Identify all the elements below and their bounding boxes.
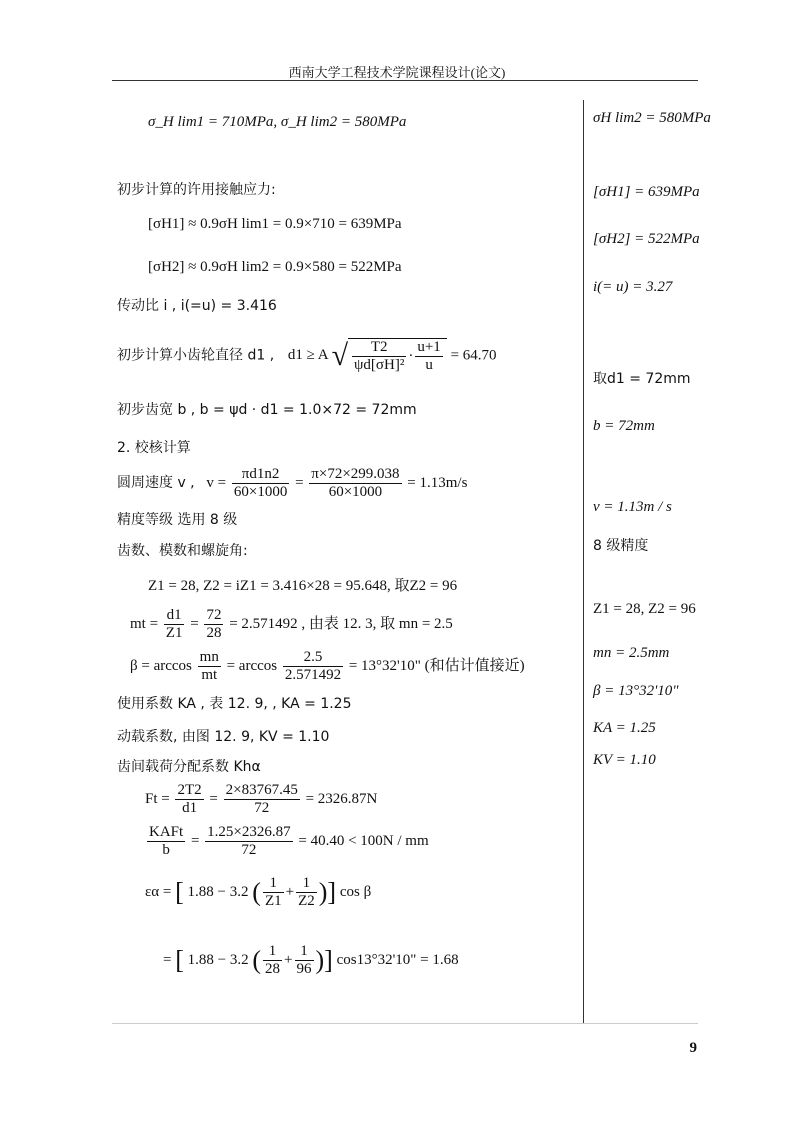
beta-lhs: β = arccos <box>130 657 192 674</box>
allowable-stress-2: [σH2] ≈ 0.9σH lim2 = 0.9×580 = 522MPa <box>148 259 402 275</box>
paren-left-2: ( <box>252 945 262 975</box>
d1-formula <box>117 338 497 374</box>
side-z: Z1 = 28, Z2 = 96 <box>593 601 696 617</box>
beta-formula <box>130 649 525 684</box>
beta-f1-den: mt <box>201 667 218 683</box>
bracket-left-2: [ <box>175 945 184 975</box>
ft-f1-num: 2T2 <box>177 782 202 798</box>
v-lhs: v = <box>206 474 227 491</box>
eps2-f2-num: 1 <box>295 943 314 961</box>
bracket-right-2: ] <box>324 945 333 975</box>
header-rule <box>112 80 698 81</box>
paren-right: ) <box>318 877 328 907</box>
kaft-formula: $\frac{\text{KAFt}}{b}$ = $\frac{1.25\times 2326.87}{72}$ = 40.40 < 100N / mm <box>149 824 429 858</box>
side-beta: β = 13°32'10" <box>593 683 679 699</box>
v-rhs: = 1.13m/s <box>407 474 468 491</box>
side-b: b = 72mm <box>593 418 655 434</box>
bracket-left: [ <box>175 877 184 907</box>
precision-line: 精度等级 选用 8 级 <box>117 512 238 528</box>
ft-f1-den: d1 <box>182 800 198 816</box>
eps2-f2-den: 96 <box>296 961 312 977</box>
eps2-cos: cos13°32'10" = 1.68 <box>336 951 459 968</box>
beta-f1-num: mn <box>199 649 219 665</box>
v-f2-num: π×72×299.038 <box>311 466 400 482</box>
column-divider <box>583 100 584 1023</box>
d1-lhs: d1 ≥ A <box>287 347 328 364</box>
eps2-lhs: = <box>163 951 172 968</box>
mt-f2-num: 72 <box>206 607 222 623</box>
d1-frac-num: u+1 <box>417 339 441 355</box>
footer-rule <box>112 1023 698 1024</box>
side-precision: 8 级精度 <box>593 538 649 554</box>
eps-f1-num: 1 <box>263 875 284 893</box>
ratio-line: 传动比 i , i(=u) = 3.416 <box>117 298 277 314</box>
eps-plus: + <box>285 883 295 900</box>
kaft-f1-num: KAFt <box>149 824 184 840</box>
d1-label: 初步计算小齿轮直径 d1 , <box>117 347 275 364</box>
beta-f2-num: 2.5 <box>283 649 343 667</box>
d1-den: ψd[σH]² <box>354 357 405 373</box>
ft-formula: Ft = $\frac{2T2}{d1}$ = $\frac{2\times 83767.45}{72}$ = 2326.87N <box>145 782 378 816</box>
face-width-line: 初步齿宽 b , b = ψd · d1 = 1.0×72 = 72mm <box>117 402 417 418</box>
beta-mid: = arccos <box>226 657 278 674</box>
v-f2-den: 60×1000 <box>328 484 383 500</box>
eps2-plus: + <box>284 951 293 968</box>
kha-title: 齿间载荷分配系数 Khα <box>117 759 261 775</box>
mt-f2-den: 28 <box>206 625 222 641</box>
side-v: v = 1.13m / s <box>593 499 672 515</box>
side-ratio: i(= u) = 3.27 <box>593 279 673 295</box>
paren-left: ( <box>252 877 261 907</box>
allowable-stress-1: [σH1] ≈ 0.9σH lim1 = 0.9×710 = 639MPa <box>148 216 402 232</box>
teeth-title: 齿数、模数和螺旋角: <box>117 543 248 559</box>
page-number: 9 <box>689 1040 697 1056</box>
eps-cos: cos β <box>339 883 372 900</box>
side-sigma-hlim2: σH lim2 = 580MPa <box>593 110 711 126</box>
ft-rhs: = 2326.87N <box>305 790 378 807</box>
check-title: 2. 校核计算 <box>117 440 191 456</box>
eps-f2-den: Z2 <box>298 893 315 909</box>
velocity-formula: 圆周速度 v , v = $\frac{\pi d1n2}{60\times 1000}$ = $\frac{\pi\times 72\times 299.038}{60\times 1000}$ = 1.13m/s <box>117 466 468 500</box>
page-header: 西南大学工程技术学院课程设计(论文) <box>288 65 506 80</box>
d1-num: T2 <box>352 339 406 357</box>
eps2-f1-den: 28 <box>265 961 281 977</box>
eps2-f1-num: 1 <box>263 943 282 961</box>
eps-f1-den: Z1 <box>264 893 282 909</box>
side-allow-2: [σH2] = 522MPa <box>593 231 700 247</box>
bracket-right: ] <box>327 877 337 907</box>
v-f1-den: 60×1000 <box>233 484 288 500</box>
d1-frac-den: u <box>425 357 433 373</box>
side-kv: KV = 1.10 <box>593 752 656 768</box>
allowable-stress-title: 初步计算的许用接触应力: <box>117 182 276 198</box>
mt-f1-den: Z1 <box>165 625 183 641</box>
ft-f2-num: 2×83767.45 <box>225 782 298 798</box>
d1-radicand: $\frac{T2}{\text{ψd[σH]²}}$ · $\frac{u+1}{u}$ <box>348 338 447 374</box>
eps2-a: 1.88 − 3.2 <box>187 951 249 968</box>
mt-lhs: mt = <box>130 615 159 632</box>
ft-f2-den: 72 <box>254 800 270 816</box>
ft-lhs: Ft = <box>145 790 170 807</box>
d1-rhs: = 64.70 <box>450 347 497 364</box>
kv-line: 动载系数, 由图 12. 9, KV = 1.10 <box>117 729 330 745</box>
paren-right-2: ) <box>315 945 325 975</box>
v-f1-num: πd1n2 <box>232 466 289 484</box>
kaft-f1-den: b <box>162 842 170 858</box>
mt-f1-num: d1 <box>164 607 185 625</box>
side-allow-1: [σH1] = 639MPa <box>593 184 700 200</box>
sigma-hlim-line: σ_H lim1 = 710MPa, σ_H lim2 = 580MPa <box>148 114 407 130</box>
cube-root-sign: √ <box>331 339 349 372</box>
eps-lhs: εα = <box>145 883 172 900</box>
side-mn: mn = 2.5mm <box>593 645 670 661</box>
ka-line: 使用系数 KA , 表 12. 9, , KA = 1.25 <box>117 696 352 712</box>
mt-formula: mt = $\frac{d1}{Z1}$ = $\frac{72}{28}$ = 2.571492 , 由表 12. 3, 取 mn = 2.5 <box>130 607 453 641</box>
side-d1: 取d1 = 72mm <box>593 371 691 387</box>
beta-rhs: = 13°32'10" (和估计值接近) <box>348 657 525 674</box>
epsilon-result <box>163 943 459 978</box>
kaft-f2-den: 72 <box>241 842 257 858</box>
kaft-f2-num: 1.25×2326.87 <box>207 824 291 840</box>
eps-f2-num: 1 <box>296 875 317 893</box>
side-ka: KA = 1.25 <box>593 720 656 736</box>
epsilon-formula <box>145 875 371 910</box>
v-label: 圆周速度 v , <box>117 474 195 491</box>
kaft-rhs: = 40.40 < 100N / mm <box>298 832 429 849</box>
mt-rhs: = 2.571492 , 由表 12. 3, 取 mn = 2.5 <box>229 615 453 632</box>
z-line: Z1 = 28, Z2 = iZ1 = 3.416×28 = 95.648, 取Z2 = 96 <box>148 578 458 594</box>
beta-f2-den: 2.571492 <box>284 667 342 683</box>
eps-a: 1.88 − 3.2 <box>187 883 249 900</box>
